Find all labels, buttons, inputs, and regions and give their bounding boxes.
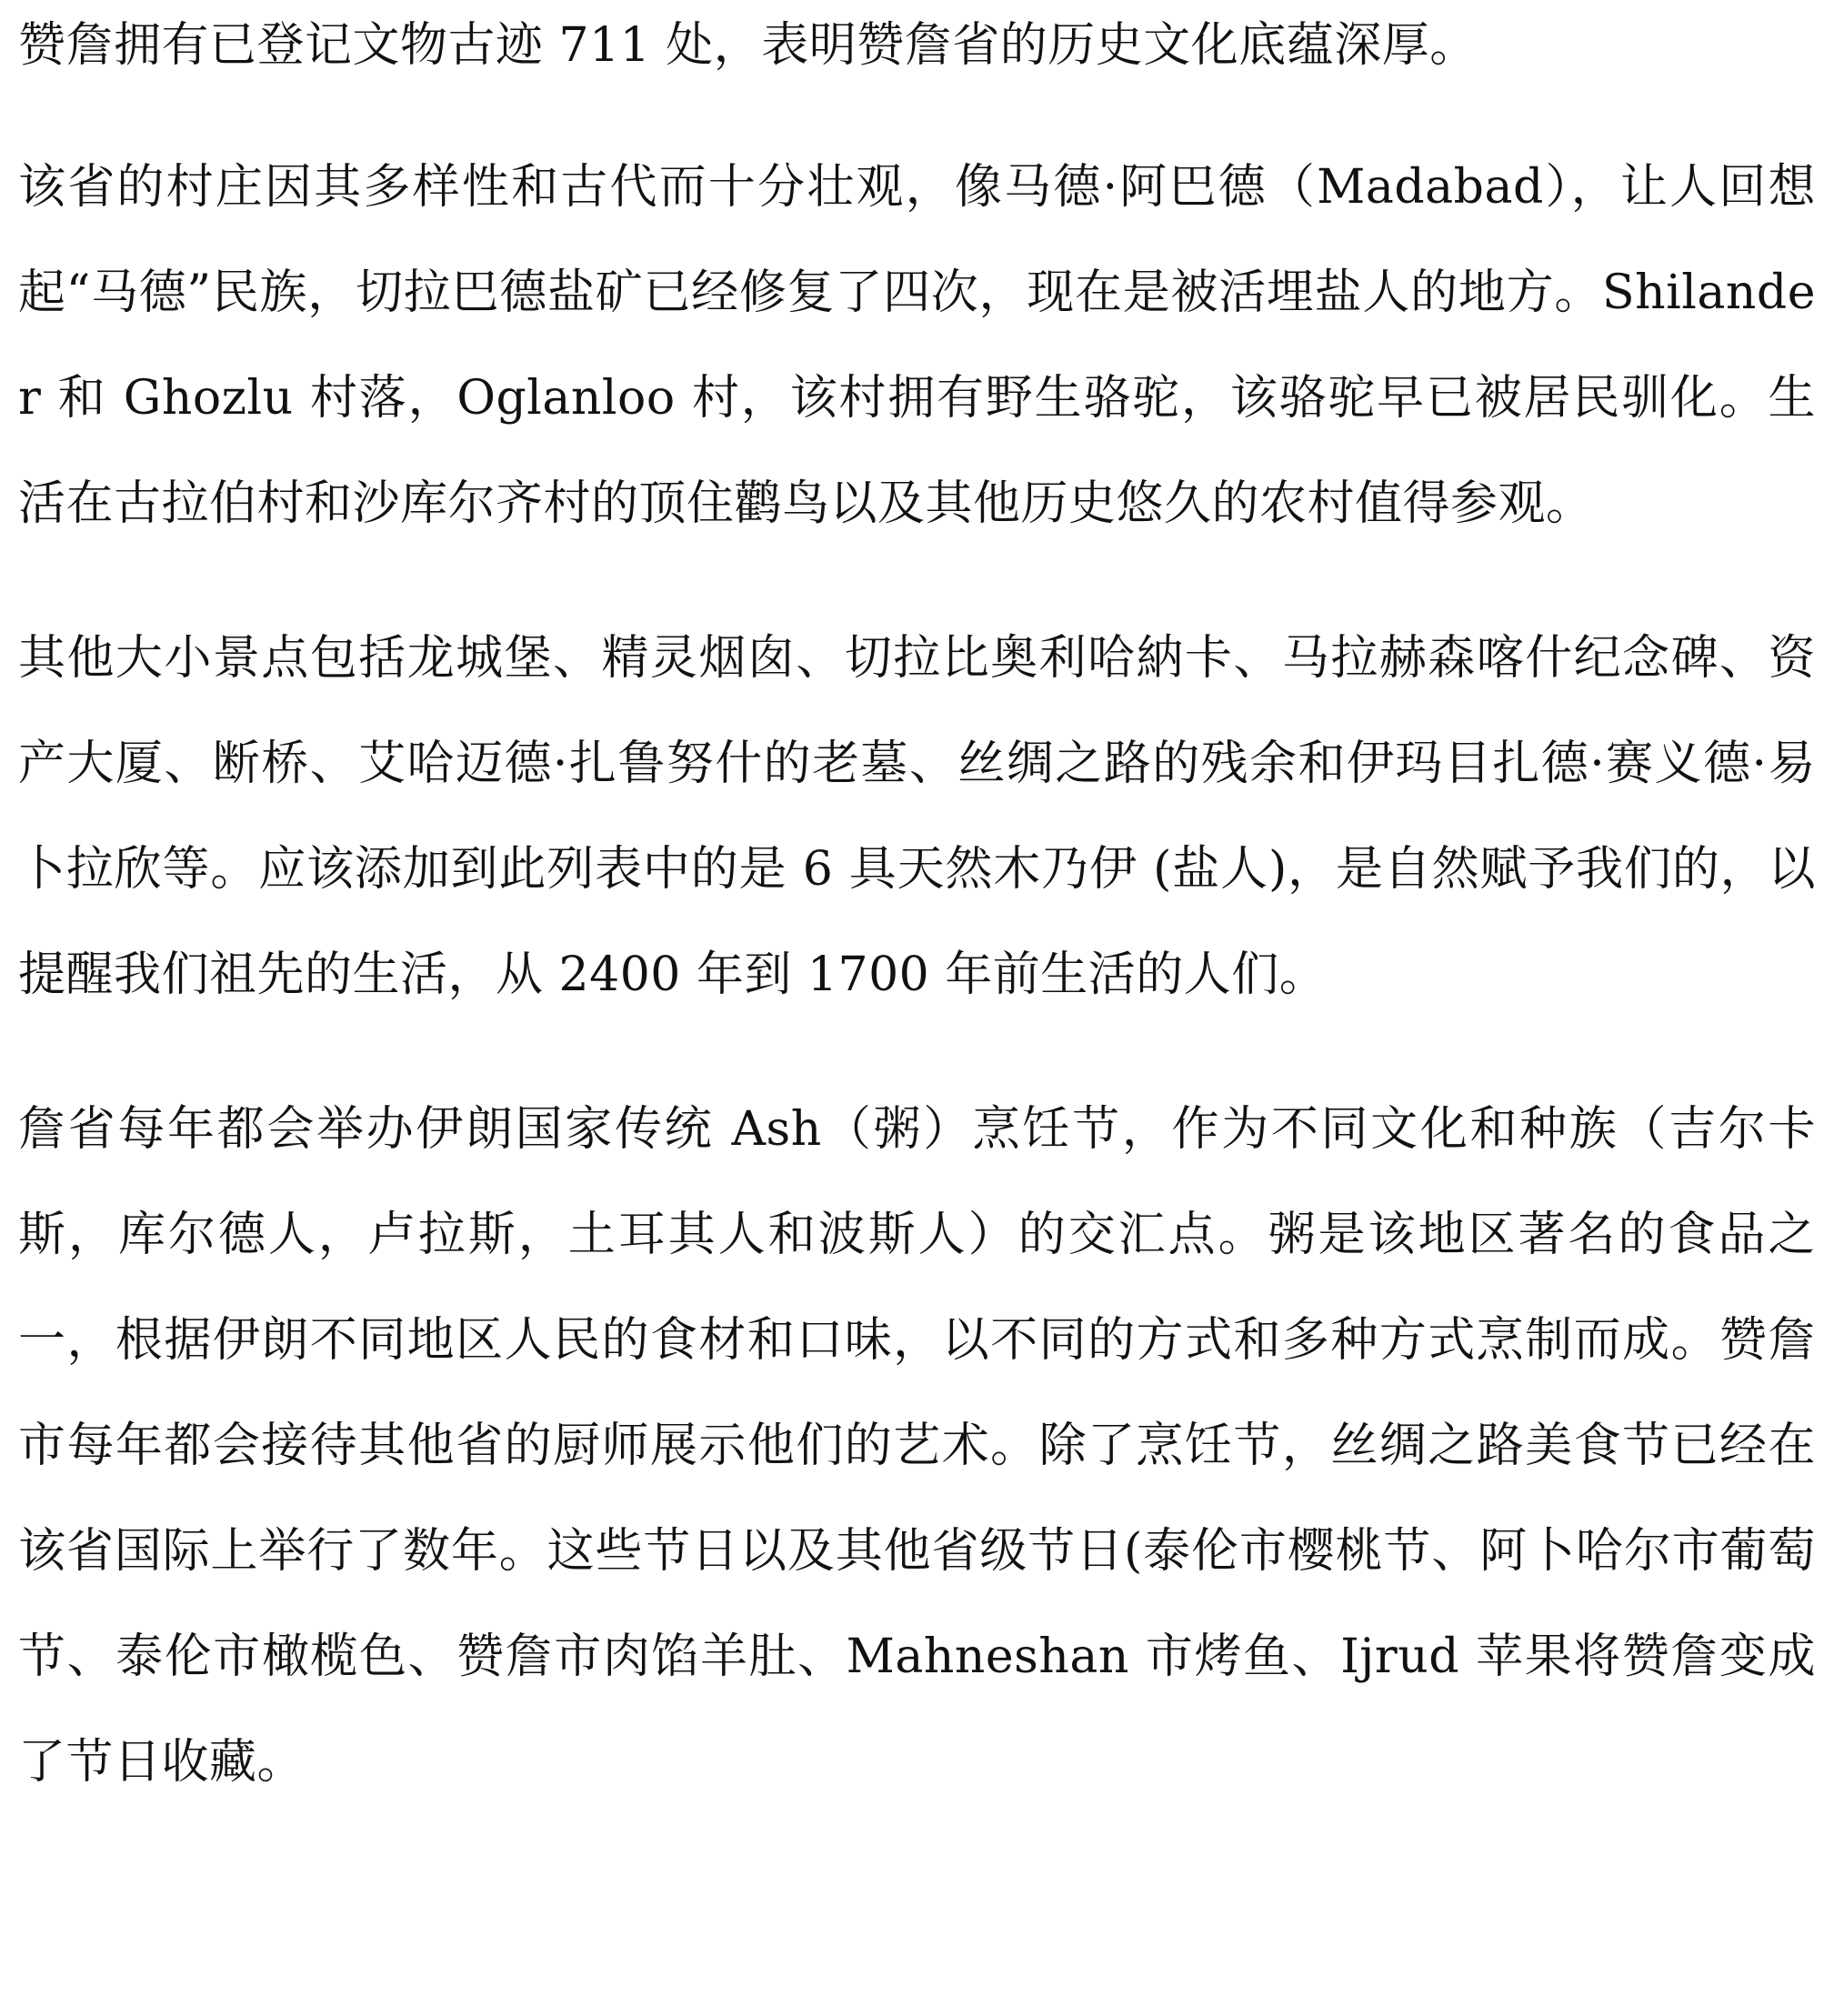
paragraph-attractions: 其他大小景点包括龙城堡、精灵烟囱、切拉比奥利哈納卡、马拉赫森喀什纪念碑、资产大厦、断桥、艾哈迈德·扎鲁努什的老墓、丝绸之路的残余和伊玛目扎德·赛义德·易卜拉欣等。应该添加到此列表中的是 6 具天然木乃伊 (盐人)，是自然赋予我们的，以提醒我们祖先的生活，从 2400 年到 1700 年前生活的人们。 — [18, 631, 1816, 1002]
paragraph-heritage-sites: 赞詹拥有已登记文物古迹 711 处，表明赞詹省的历史文化底蕴深厚。 — [18, 18, 1478, 73]
paragraph-festivals: 詹省每年都会举办伊朗国家传统 Ash（粥）烹饪节，作为不同文化和种族（吉尔卡斯，库尔德人，卢拉斯，土耳其人和波斯人）的交汇点。粥是该地区著名的食品之一，根据伊朗不同地区人民的食材和口味，以不同的方式和多种方式烹制而成。赞詹市每年都会接待其他省的厨师展示他们的艺术。除了烹饪节，丝绸之路美食节已经在该省国际上举行了数年。这些节日以及其他省级节日(泰伦市樱桃节、阿卜哈尔市葡萄节、泰伦市橄榄色、赞詹市肉馅羊肚、Mahneshan 市烤鱼、Ijrud 苹果将赞詹变成了节日收藏。 — [18, 1102, 1816, 1790]
paragraph-villages: 该省的村庄因其多样性和古代而十分壮观，像马德·阿巴德（Madabad），让人回想起“马德”民族，切拉巴德盐矿已经修复了四次，现在是被活埋盐人的地方。Shilander 和 Ghozlu 村落，Oglanloo 村，该村拥有野生骆驼，该骆驼早已被居民驯化。生活在古拉伯村和沙库尔齐村的顶住鹳鸟以及其他历史悠久的农村值得参观。 — [18, 160, 1816, 531]
